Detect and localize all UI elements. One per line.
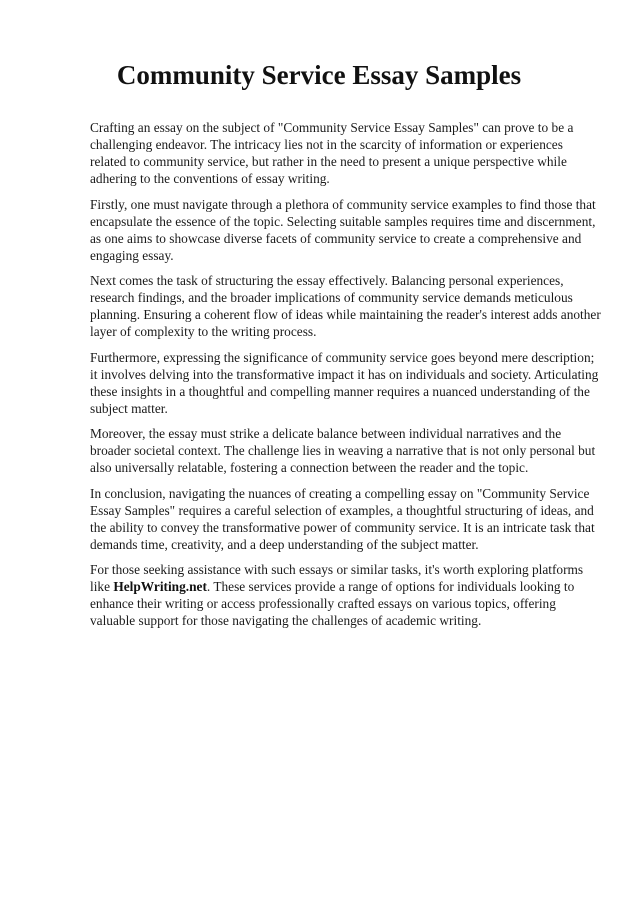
paragraph-6: In conclusion, navigating the nuances of creating a compelling essay on "Community Service Essay Samples" requires a careful selection of examples, a thoughtful structuring of ideas, and the ability to convey the transformative power of community service. It is an intricate task that demands time, creativity, and a deep understanding of the subject matter. (90, 485, 595, 552)
helpwriting-link[interactable]: HelpWriting.net (113, 579, 207, 594)
paragraph-5: Moreover, the essay must strike a delicate balance between individual narratives and the broader societal context. The challenge lies in weaving a narrative that is not only personal but also universally relatable, fostering a connection between the reader and the topic. (90, 426, 596, 475)
paragraph-7 (90, 561, 602, 629)
page-title: Community Service Essay Samples (116, 60, 522, 90)
paragraph-7-intro: For those seeking assistance with such essays or similar tasks, it's worth exploring platforms like (90, 562, 584, 594)
paragraph-4: Furthermore, expressing the significance of community service goes beyond mere description; it involves delving into the transformative impact it has on individuals and society. Articulating these insights in a thoughtful and compelling manner requires a nuanced understanding of the subject matter. (90, 349, 599, 416)
essay-body (90, 119, 602, 638)
paragraph-2: Firstly, one must navigate through a plethora of community service examples to find those that encapsulate the essence of the topic. Selecting suitable samples requires time and discernment, as one aims to showcase diverse facets of community service to create a comprehensive and engaging essay. (90, 196, 596, 263)
paragraph-3: Next comes the task of structuring the essay effectively. Balancing personal experiences, research findings, and the broader implications of community service demands meticulous planning. Ensuring a coherent flow of ideas while maintaining the reader's interest adds another layer of complexity to the writing process. (90, 273, 601, 339)
paragraph-1: Crafting an essay on the subject of "Community Service Essay Samples" can prove to be a challenging endeavor. The intricacy lies not in the scarcity of information or experiences related to community service, but rather in the need to present a unique perspective while adhering to the conventions of essay writing. (90, 120, 574, 186)
paragraph-7-outro: . These services provide a range of options for individuals looking to enhance their writing or access professionally crafted essays on various topics, offering valuable support for those navigating the challenges of academic writing. (90, 579, 575, 628)
